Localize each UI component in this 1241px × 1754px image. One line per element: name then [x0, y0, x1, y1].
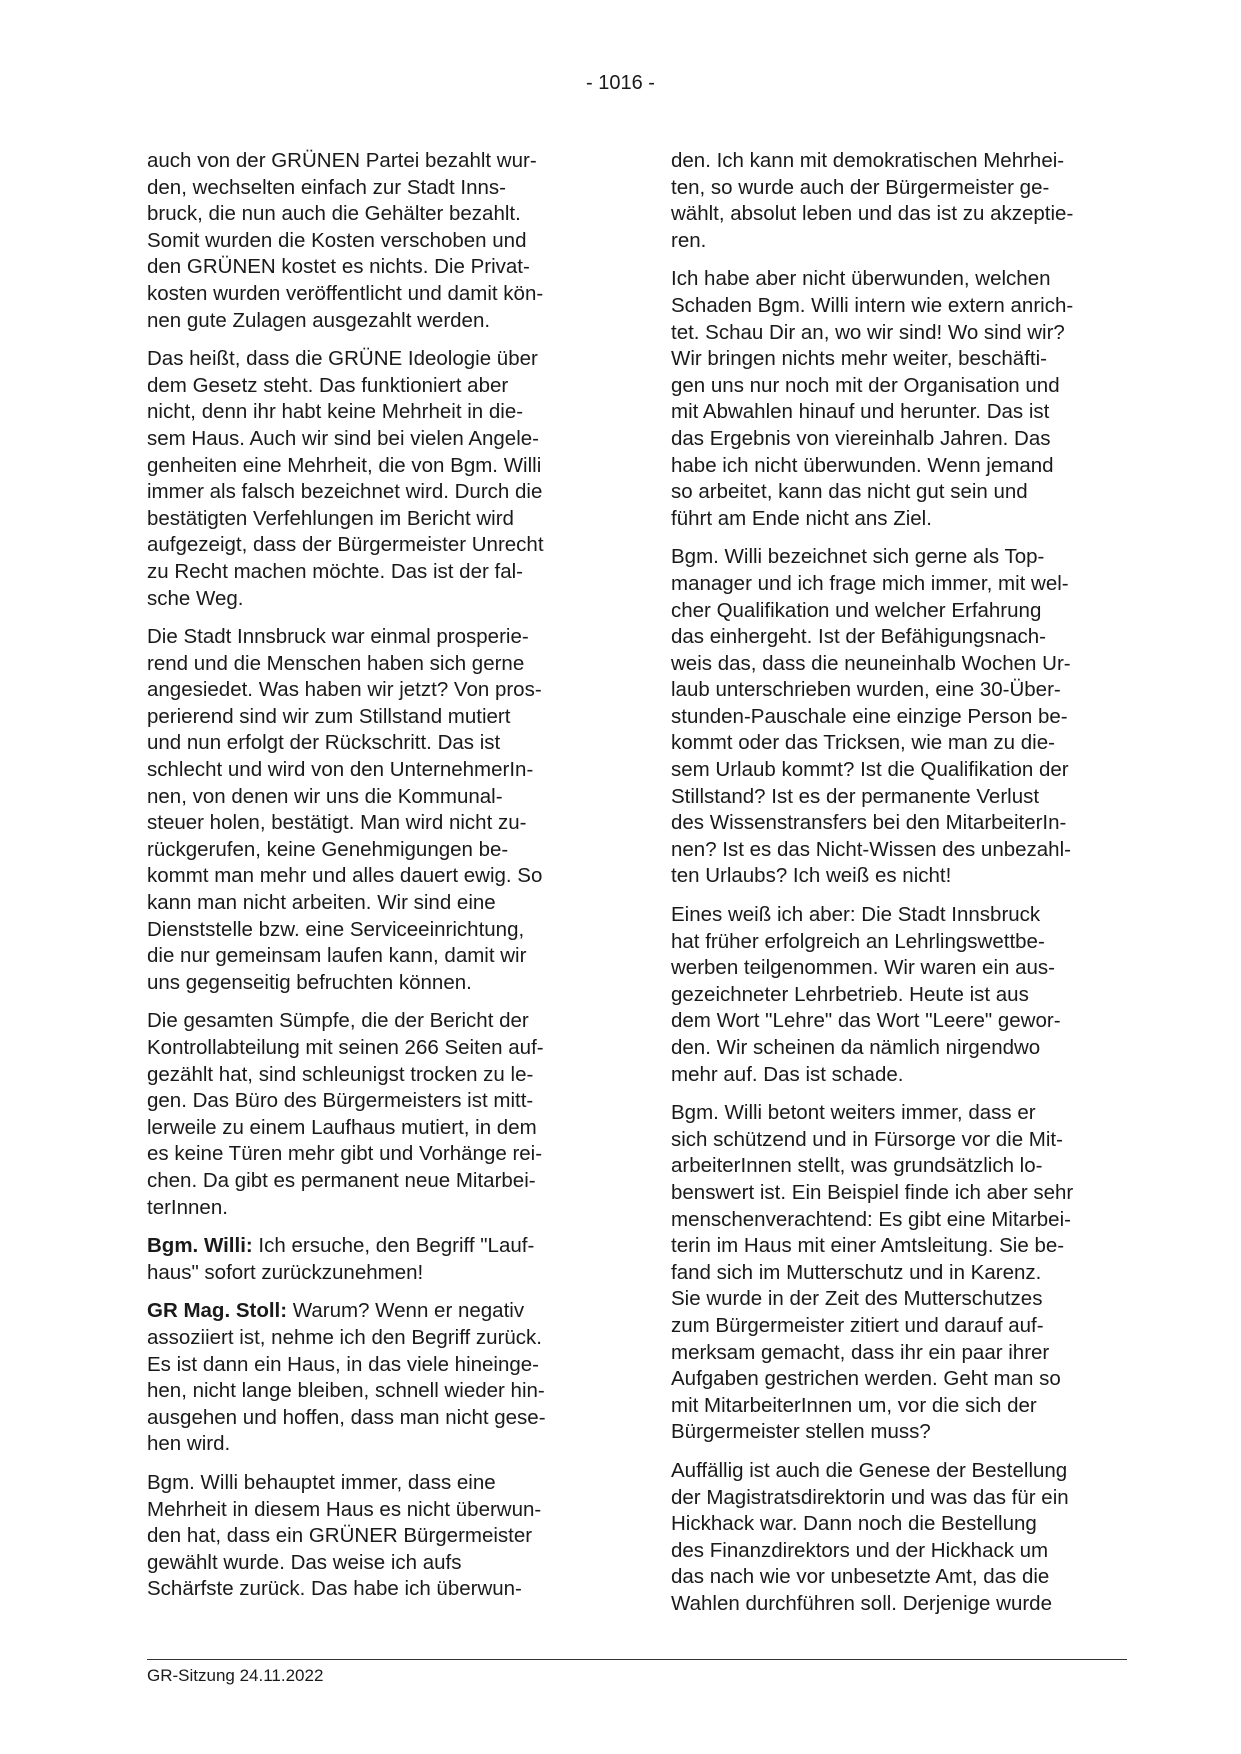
text-line: kosten wurden veröffentlicht und damit kön- — [147, 281, 544, 305]
text-line: den hat, dass ein GRÜNER Bürgermeister — [147, 1524, 533, 1548]
text-line: so arbeitet, kann das nicht gut sein und — [671, 480, 1028, 504]
text-line: auch von der GRÜNEN Partei bezahlt wur- — [147, 149, 537, 172]
text-line: mehr auf. Das ist schade. — [671, 1062, 904, 1086]
text-line: Somit wurden die Kosten verschoben und — [147, 228, 527, 252]
text-line: nen, von denen wir uns die Kommunal- — [147, 784, 503, 808]
paragraph — [147, 346, 587, 612]
text-line: rückgerufen, keine Genehmigungen be- — [147, 837, 509, 861]
speaker-name: Bgm. Willi: — [147, 1234, 253, 1258]
text-line: Hickhack war. Dann noch die Bestellung — [671, 1512, 1037, 1536]
text-line: Die gesamten Sümpfe, die der Bericht der — [147, 1009, 529, 1033]
paragraph — [147, 1298, 587, 1458]
text-line: bruck, die nun auch die Gehälter bezahlt. — [147, 202, 521, 226]
text-line: lerweile zu einem Laufhaus mutiert, in dem — [147, 1115, 537, 1139]
text-line: nicht, denn ihr habt keine Mehrheit in die- — [147, 400, 524, 424]
text-line: Bgm. Willi behauptet immer, dass eine — [147, 1470, 496, 1494]
text-line: das Ergebnis von viereinhalb Jahren. Das — [671, 426, 1051, 450]
text-line: zu Recht machen möchte. Das ist der fal- — [147, 559, 523, 583]
text-line — [147, 1298, 587, 1325]
text-line — [147, 1233, 587, 1260]
text-line: Stillstand? Ist es der permanente Verlust — [671, 784, 1040, 808]
text-line: Wahlen durchführen soll. Derjenige wurde — [671, 1591, 1052, 1615]
text-line: das nach wie vor unbesetzte Amt, das die — [671, 1565, 1050, 1589]
text-line: angesiedet. Was haben wir jetzt? Von pros- — [147, 678, 542, 702]
text-line: Aufgaben gestrichen werden. Geht man so — [671, 1367, 1061, 1391]
text-line: stunden-Pauschale eine einzige Person be- — [671, 704, 1068, 728]
text-line: Bürgermeister stellen muss? — [671, 1420, 931, 1444]
text-line: zum Bürgermeister zitiert und darauf auf- — [671, 1313, 1044, 1337]
text-line: steuer holen, bestätigt. Man wird nicht zu- — [147, 811, 527, 835]
text-line: schlecht und wird von den UnternehmerIn- — [147, 758, 534, 782]
text-line: das einhergeht. Ist der Befähigungsnach- — [671, 625, 1046, 649]
text-line: bestätigten Verfehlungen im Bericht wird — [147, 506, 514, 530]
paragraph — [147, 624, 587, 996]
text-line: hat früher erfolgreich an Lehrlingswettbe- — [671, 929, 1045, 953]
text-line: Schärfste zurück. Das habe ich überwun- — [147, 1577, 522, 1601]
text-line: perierend sind wir zum Stillstand mutiert — [147, 704, 511, 728]
text-line: Bgm. Willi betont weiters immer, dass er — [671, 1101, 1036, 1125]
text-line: führt am Ende nicht ans Ziel. — [671, 506, 932, 530]
text-line: Mehrheit in diesem Haus es nicht überwun- — [147, 1497, 542, 1521]
text-line: nen? Ist es das Nicht-Wissen des unbezahl- — [671, 837, 1071, 861]
text-line: Dienststelle bzw. eine Serviceeinrichtung, — [147, 917, 525, 941]
text-line: dem Gesetz steht. Das funktioniert aber — [147, 373, 509, 397]
paragraph — [671, 148, 1111, 254]
text-line: aufgezeigt, dass der Bürgermeister Unrecht — [147, 533, 544, 557]
text-line: arbeiterInnen stellt, was grundsätzlich lo- — [671, 1154, 1043, 1178]
text-line: werben teilgenommen. Wir waren ein aus- — [671, 956, 1055, 980]
text-line: es keine Türen mehr gibt und Vorhänge rei- — [147, 1142, 543, 1166]
left-column — [147, 148, 587, 1615]
text-line: manager und ich frage mich immer, mit wel- — [671, 571, 1069, 595]
text-line: ten, so wurde auch der Bürgermeister ge- — [671, 175, 1050, 199]
text-line: kann man nicht arbeiten. Wir sind eine — [147, 891, 496, 915]
text-line: Ich habe aber nicht überwunden, welchen — [671, 267, 1051, 291]
text-line: hen, nicht lange bleiben, schnell wieder hin- — [147, 1379, 545, 1403]
text-line: Kontrollabteilung mit seinen 266 Seiten auf- — [147, 1036, 544, 1059]
text-line: merksam gemacht, dass ihr ein paar ihrer — [671, 1340, 1050, 1364]
text-line: sich schützend und in Fürsorge vor die Mit- — [671, 1127, 1063, 1151]
text-line: rend und die Menschen haben sich gerne — [147, 651, 525, 675]
text-line: Es ist dann ein Haus, in das viele hineinge- — [147, 1352, 540, 1376]
text-line: und nun erfolgt der Rückschritt. Das ist — [147, 731, 501, 755]
text-line: genheiten eine Mehrheit, die von Bgm. Willi — [147, 453, 542, 477]
text-line: der Magistratsdirektorin und was das für ein — [671, 1485, 1069, 1509]
text-line: nen gute Zulagen ausgezahlt werden. — [147, 308, 491, 332]
speaker-name: GR Mag. Stoll: — [147, 1299, 288, 1323]
text-line: terin im Haus mit einer Amtsleitung. Sie be- — [671, 1234, 1065, 1258]
paragraph — [671, 1100, 1111, 1446]
text-line: mit MitarbeiterInnen um, vor die sich der — [671, 1393, 1037, 1417]
footer-session-date: GR-Sitzung 24.11.2022 — [147, 1666, 324, 1685]
text-line: ren. — [671, 228, 707, 252]
text-line: habe ich nicht überwunden. Wenn jemand — [671, 453, 1054, 477]
text-line: laub unterschrieben wurden, eine 30-Über- — [671, 678, 1061, 702]
paragraph — [147, 1008, 587, 1221]
paragraph — [147, 1233, 587, 1286]
text-line: wählt, absolut leben und das ist zu akzeptie- — [671, 202, 1074, 226]
text-line: gen uns nur noch mit der Organisation und — [671, 373, 1060, 397]
paragraph — [147, 148, 587, 334]
text-line: Die Stadt Innsbruck war einmal prosperie- — [147, 625, 529, 649]
text-line: Eines weiß ich aber: Die Stadt Innsbruck — [671, 903, 1041, 927]
text-line: gewählt wurde. Das weise ich aufs — [147, 1550, 462, 1574]
text-line: den. Wir scheinen da nämlich nirgendwo — [671, 1036, 1041, 1059]
text-line: Auffällig ist auch die Genese der Bestellung — [671, 1458, 1068, 1482]
right-column — [671, 148, 1111, 1629]
text-line: uns gegenseitig befruchten können. — [147, 970, 472, 994]
text-line: gen. Das Büro des Bürgermeisters ist mitt- — [147, 1089, 534, 1113]
text-line: ten Urlaubs? Ich weiß es nicht! — [671, 864, 952, 888]
text-line: hen wird. — [147, 1432, 231, 1456]
text-line: Das heißt, dass die GRÜNE Ideologie über — [147, 347, 538, 371]
text-line: menschenverachtend: Es gibt eine Mitarbei- — [671, 1207, 1071, 1231]
text-line: gezeichneter Lehrbetrieb. Heute ist aus — [671, 982, 1029, 1006]
text-line: Bgm. Willi bezeichnet sich gerne als Top- — [671, 545, 1045, 569]
text-line: haus" sofort zurückzunehmen! — [147, 1260, 424, 1284]
text-line: immer als falsch bezeichnet wird. Durch die — [147, 480, 543, 504]
text-line: kommt man mehr und alles dauert ewig. So — [147, 864, 543, 888]
text-line: den, wechselten einfach zur Stadt Inns- — [147, 175, 506, 199]
text-line: weis das, dass die neuneinhalb Wochen Ur- — [671, 651, 1071, 675]
text-line: den. Ich kann mit demokratischen Mehrhei- — [671, 149, 1065, 172]
text-fragment: Ich ersuche, den Begriff "Lauf- — [252, 1234, 535, 1258]
text-line: gezählt hat, sind schleunigst trocken zu le- — [147, 1062, 534, 1086]
text-line: benswert ist. Ein Beispiel finde ich aber sehr — [671, 1180, 1074, 1204]
text-line: den GRÜNEN kostet es nichts. Die Privat- — [147, 255, 530, 279]
footer-divider — [147, 1659, 1127, 1660]
text-fragment: Warum? Wenn er negativ — [287, 1299, 525, 1323]
text-line: sche Weg. — [147, 586, 244, 610]
paragraph — [671, 544, 1111, 890]
text-line: mit Abwahlen hinauf und herunter. Das ist — [671, 400, 1050, 424]
page-number: - 1016 - — [586, 72, 655, 94]
paragraph — [671, 266, 1111, 532]
paragraph — [671, 902, 1111, 1088]
text-line: sem Haus. Auch wir sind bei vielen Angele- — [147, 426, 539, 450]
text-line: Sie wurde in der Zeit des Mutterschutzes — [671, 1287, 1043, 1311]
text-line: fand sich im Mutterschutz und in Karenz. — [671, 1260, 1042, 1284]
text-line: assoziiert ist, nehme ich den Begriff zurück. — [147, 1325, 542, 1349]
text-line: des Finanzdirektors und der Hickhack um — [671, 1538, 1049, 1562]
text-line: die nur gemeinsam laufen kann, damit wir — [147, 944, 527, 968]
text-line: chen. Da gibt es permanent neue Mitarbei- — [147, 1168, 536, 1192]
text-line: des Wissenstransfers bei den MitarbeiterIn- — [671, 811, 1067, 835]
text-line: terInnen. — [147, 1195, 228, 1219]
text-line: sem Urlaub kommt? Ist die Qualifikation der — [671, 758, 1069, 782]
text-line: tet. Schau Dir an, wo wir sind! Wo sind wir? — [671, 320, 1065, 344]
paragraph — [671, 1458, 1111, 1618]
text-line: Wir bringen nichts mehr weiter, beschäfti- — [671, 347, 1047, 371]
text-line: ausgehen und hoffen, dass man nicht gese- — [147, 1405, 546, 1429]
text-line: kommt oder das Tricksen, wie man zu die- — [671, 731, 1055, 755]
paragraph — [147, 1470, 587, 1603]
text-line: cher Qualifikation und welcher Erfahrung — [671, 598, 1042, 622]
text-line: Schaden Bgm. Willi intern wie extern anrich- — [671, 293, 1074, 317]
text-line: dem Wort "Lehre" das Wort "Leere" gewor- — [671, 1009, 1061, 1033]
